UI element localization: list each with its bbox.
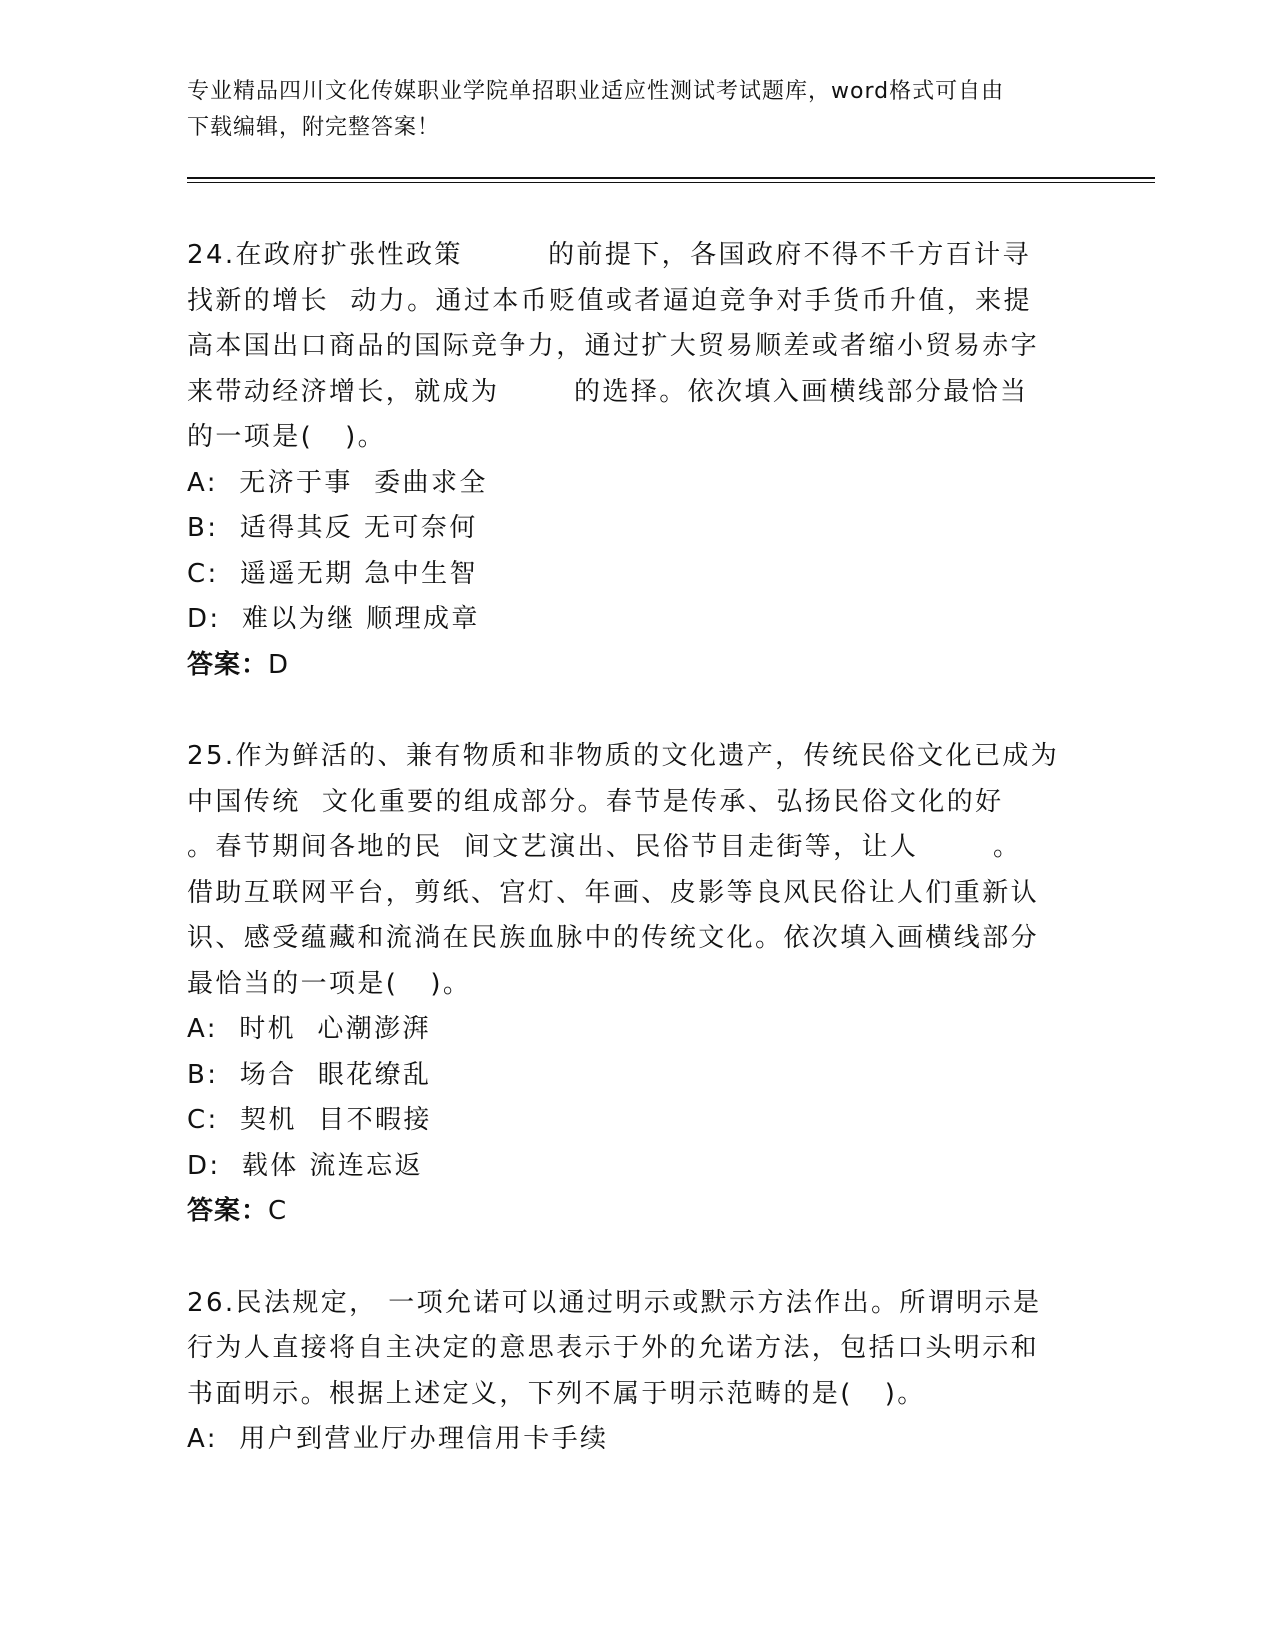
answer-24	[187, 643, 1087, 689]
option-b: B: 适得其反 无可奈何	[187, 513, 478, 543]
header-rule-thick	[187, 177, 1155, 179]
header-line-1: 专业精品四川文化传媒职业学院单招职业适应性测试考试题库，word格式可自由	[187, 79, 1005, 104]
option-c: C: 契机 目不暇接	[187, 1105, 432, 1135]
question-stem-line: 中国传统 文化重要的组成部分。春节是传承、弘扬民俗文化的好	[187, 786, 1004, 817]
question-stem-line: 识、感受蕴藏和流淌在民族血脉中的传统文化。依次填入画横线部分	[187, 923, 1040, 953]
question-stem-line: 借助互联网平台，剪纸、宫灯、年画、皮影等良风民俗让人们重新认	[187, 877, 1040, 908]
question-stem-line: 25.作为鲜活的、兼有物质和非物质的文化遗产，传统民俗文化已成为	[187, 741, 1060, 771]
answer-label: 答案：	[187, 1196, 269, 1226]
answer-value: C	[268, 1196, 288, 1226]
answer-25	[187, 1189, 1087, 1235]
question-stem-line: 书面明示。根据上述定义，下列不属于明示范畴的是( )。	[187, 1378, 926, 1409]
question-stem-line: 。春节期间各地的民 间文艺演出、民俗节目走街等，让人 。	[187, 832, 1022, 862]
header-line-2: 下载编辑，附完整答案！	[187, 115, 441, 140]
question-stem-line: 来带动经济增长，就成为 的选择。依次填入画横线部分最恰当	[187, 376, 1029, 407]
question-26	[187, 1281, 1087, 1463]
option-a: A: 时机 心潮澎湃	[187, 1014, 431, 1044]
option-b: B: 场合 眼花缭乱	[187, 1059, 432, 1090]
header-rule-thin	[187, 182, 1155, 183]
question-25	[187, 734, 1087, 1189]
document-header	[187, 74, 1067, 146]
option-a: A: 用户到营业厅办理信用卡手续	[187, 1424, 609, 1454]
question-stem-line: 行为人直接将自主决定的意思表示于外的允诺方法，包括口头明示和	[187, 1333, 1040, 1363]
answer-label: 答案：	[187, 649, 269, 680]
question-stem-line: 最恰当的一项是( )。	[187, 968, 472, 999]
question-stem-line: 的一项是( )。	[187, 422, 387, 452]
question-stem-line: 26.民法规定， 一项允诺可以通过明示或默示方法作出。所谓明示是	[187, 1287, 1042, 1318]
option-a: A: 无济于事 委曲求全	[187, 467, 488, 498]
question-list	[187, 233, 1087, 1463]
question-stem-line: 高本国出口商品的国际竞争力，通过扩大贸易顺差或者缩小贸易赤字	[187, 331, 1040, 361]
option-d: D: 难以为继 顺理成章	[187, 604, 480, 634]
option-d: D: 载体 流连忘返	[187, 1150, 423, 1181]
answer-value: D	[268, 649, 290, 680]
option-c: C: 遥遥无期 急中生智	[187, 558, 478, 589]
question-stem-line: 24.在政府扩张性政策 的前提下，各国政府不得不千方百计寻	[187, 240, 1031, 270]
question-24	[187, 233, 1087, 643]
question-stem-line: 找新的增长 动力。通过本币贬值或者逼迫竞争对手货币升值，来提	[187, 285, 1032, 316]
